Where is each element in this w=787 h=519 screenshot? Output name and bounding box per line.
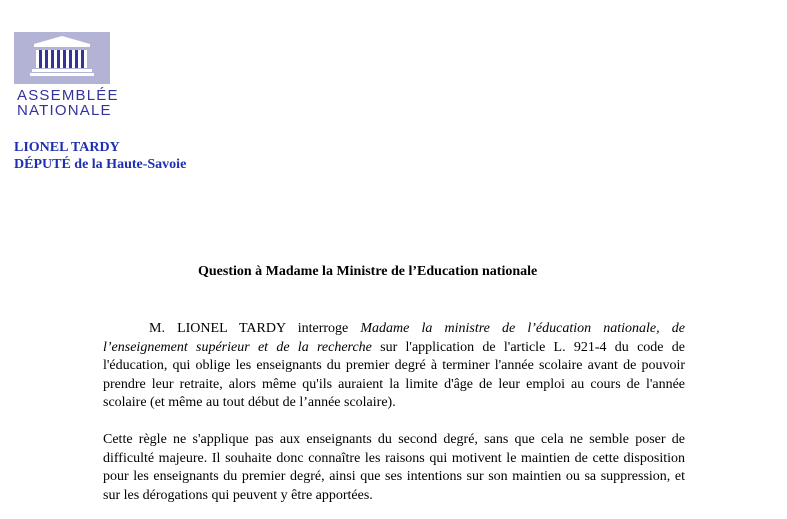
deputy-title: DÉPUTÉ de la Haute-Savoie (14, 157, 187, 172)
paragraph-1-intro: M. LIONEL TARDY interroge (149, 321, 361, 336)
body-paragraph-1 (103, 320, 685, 413)
body-paragraph-2: Cette règle ne s'applique pas aux enseignants du second degré, sans que cela ne semble poser de difficulté majeure. Il souhaite donc connaître les raisons qui motivent le maintien de cette disposition pour les enseignants du premier degré, ainsi que ses intentions sur son maintien ou sa suppression, et sur les dérogations qui peuvent y être apportées. (103, 432, 685, 503)
logo-wordmark (14, 87, 119, 119)
assemblee-nationale-logo (14, 32, 119, 119)
hemicycle-icon (14, 32, 110, 84)
paragraph-1-addressee: Madame la ministre de l’éducation nationale, de l’enseignement supérieur et de la recherche (103, 321, 685, 355)
paragraph-1-rest: sur l'application de l'article L. 921-4 du code de l'éducation, qui oblige les enseignants du premier degré à terminer l'année scolaire avant de pouvoir prendre leur retraite, alors même qu'ils auraient la limite d'âge de leur emploi au cours de l'année scolaire (et même au tout début de l’année scolaire). (103, 339, 685, 410)
logo-line-2: NATIONALE (17, 102, 112, 119)
logo-line-1: ASSEMBLÉE (17, 87, 119, 104)
deputy-block (14, 139, 186, 173)
question-title: Question à Madame la Ministre de l’Education nationale (198, 264, 538, 279)
deputy-name: LIONEL TARDY (14, 140, 120, 155)
